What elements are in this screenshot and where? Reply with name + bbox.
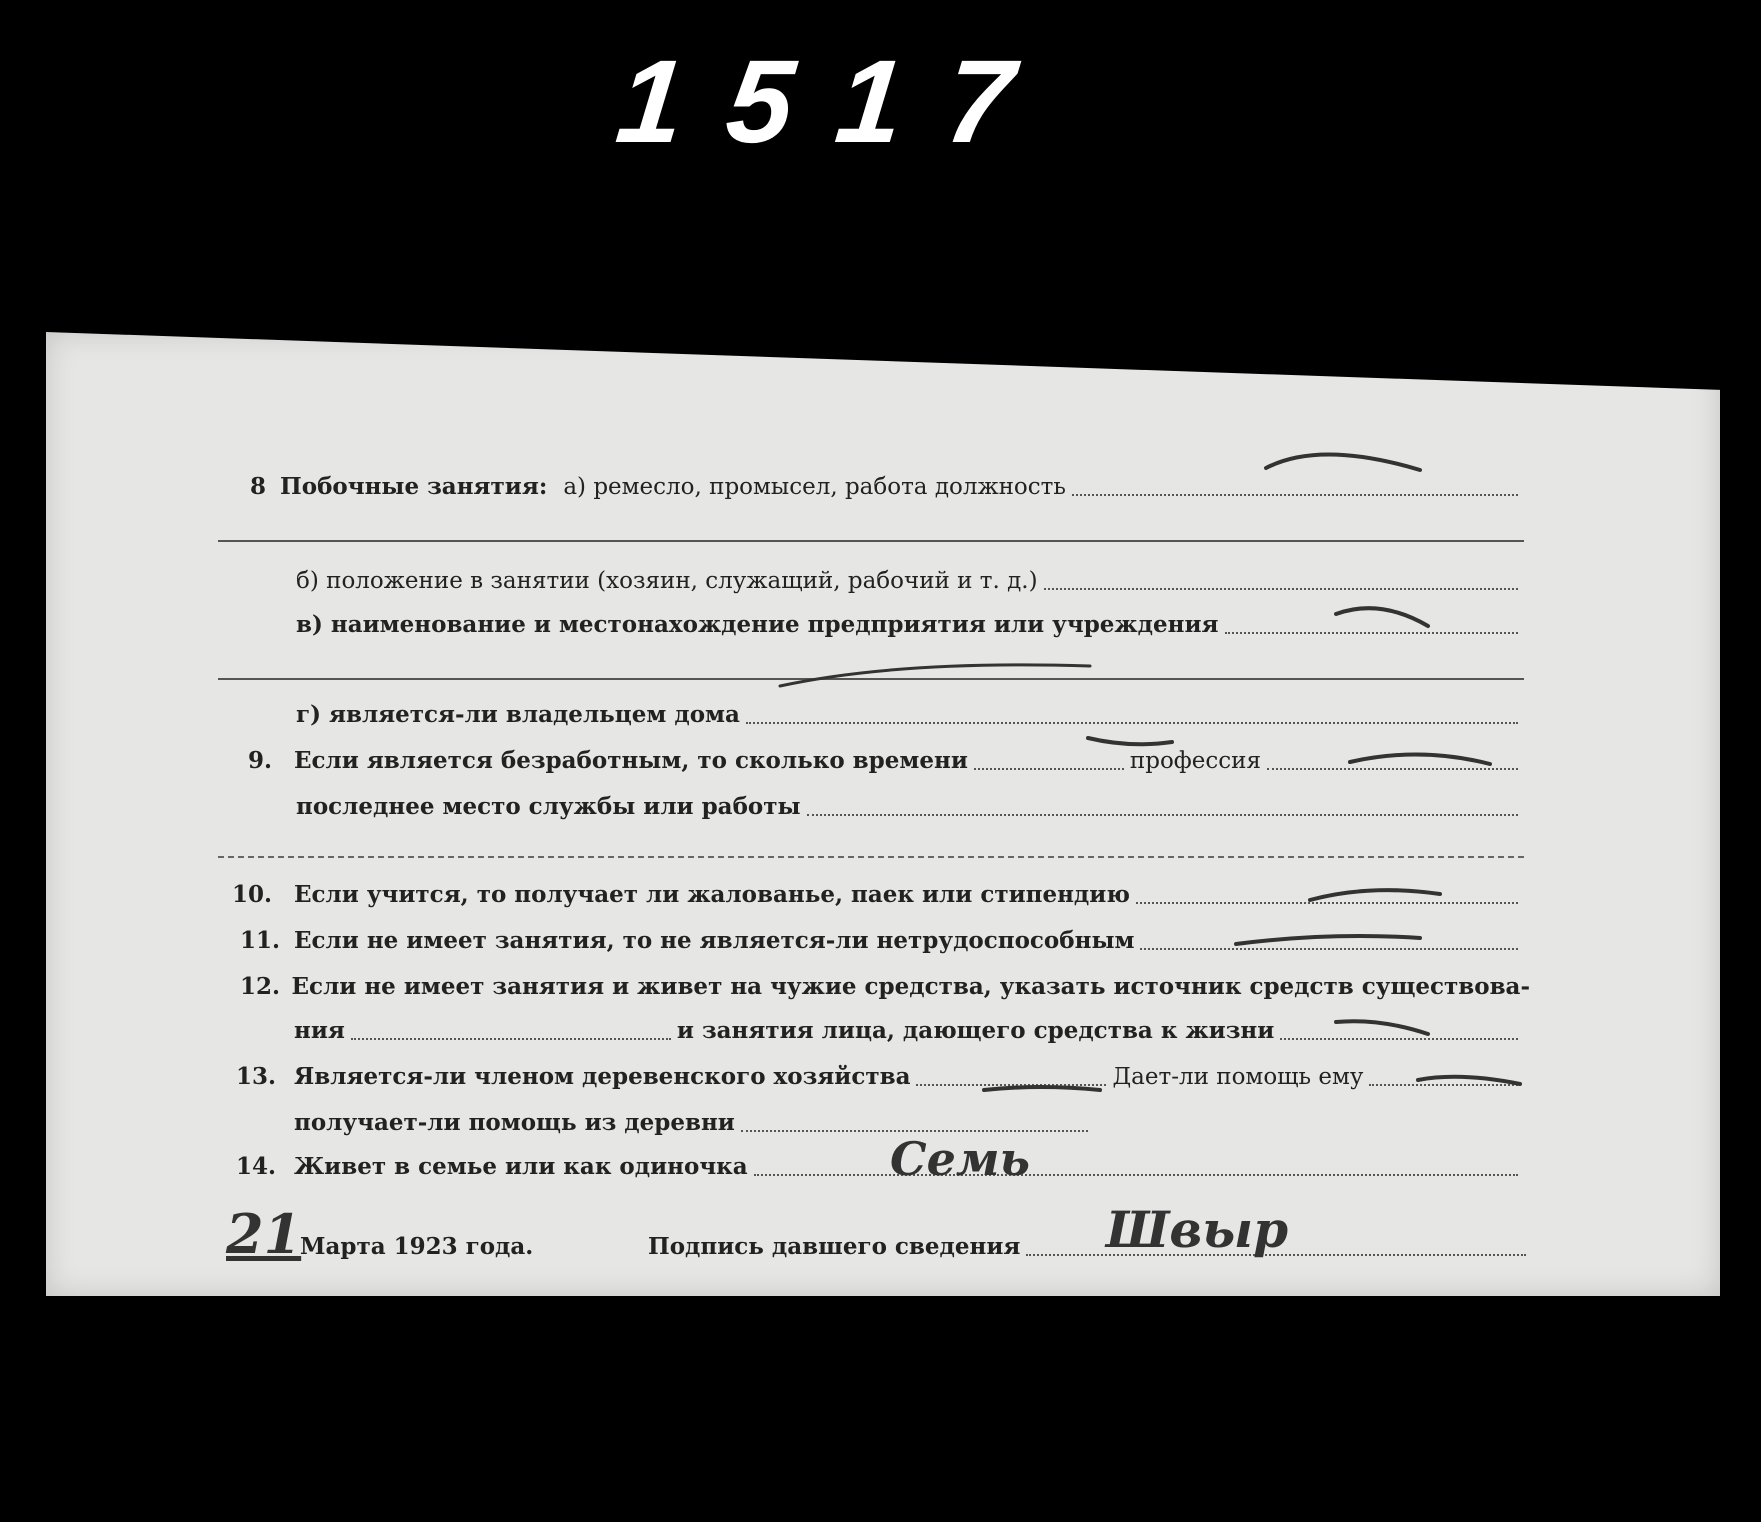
dash-item8-v	[1336, 608, 1428, 626]
item12-cont-label: ния	[294, 1017, 345, 1044]
item9-number: 9.	[248, 747, 273, 774]
item8-b-label: б) положение в занятии (хозяин, служащий, рабочий и т. д.)	[296, 568, 1038, 594]
item13-receives-label: получает-ли помощь из деревни	[294, 1109, 735, 1136]
item10-text: Если учится, то получает ли жалованье, паек или стипендию	[294, 881, 1130, 908]
item9-profession-label: профессия	[1129, 748, 1262, 774]
dash-item11	[1236, 936, 1420, 944]
footer-signature-label: Подпись давшего сведения	[648, 1233, 1021, 1260]
footer-day-handwritten: 21	[226, 1202, 302, 1266]
item13-help-label: Дает-ли помощь ему	[1112, 1064, 1364, 1090]
dash-item12	[1336, 1021, 1428, 1034]
item11-text: Если не имеет занятия, то не является-ли нетрудоспособным	[294, 927, 1135, 954]
footer-handwritten-signature: Швыр	[1106, 1200, 1289, 1259]
item10-number: 10.	[232, 881, 273, 908]
dash-item8-v2	[780, 665, 1090, 686]
item13-number: 13.	[236, 1063, 277, 1090]
dash-item9-duration	[1088, 738, 1172, 744]
item9-text: Если является безработным, то сколько времени	[294, 747, 968, 774]
dash-item8-a	[1266, 454, 1420, 470]
dash-item13	[984, 1087, 1100, 1090]
item14-handwritten-answer: Семь	[890, 1132, 1030, 1186]
dash-item9-profession	[1350, 754, 1490, 764]
item12-number: 12.	[240, 973, 281, 1000]
item14-number: 14.	[236, 1153, 277, 1180]
footer-date-text: Марта 1923 года.	[300, 1233, 534, 1260]
item13-text: Является-ли членом деревенского хозяйства	[294, 1063, 911, 1090]
item8-g-label: г) является-ли владельцем дома	[296, 701, 740, 728]
item11-number: 11.	[240, 927, 281, 954]
item8-label: Побочные занятия:	[280, 473, 548, 500]
dash-item13-help	[1418, 1077, 1520, 1084]
item8-v-label: в) наименование и местонахождение предприятия или учреждения	[296, 611, 1219, 638]
item12-text: Если не имеет занятия и живет на чужие средства, указать источник средств существова-	[291, 973, 1530, 1000]
dash-item10	[1310, 890, 1440, 900]
item14-text: Живет в семье или как одиночка	[294, 1153, 748, 1180]
item12-cont2-label: и занятия лица, дающего средства к жизни	[676, 1017, 1275, 1044]
item8-a-label: а) ремесло, промысел, работа должность	[563, 474, 1066, 500]
archive-number: 1517	[611, 36, 1064, 168]
item9-last-place-label: последнее место службы или работы	[296, 793, 801, 820]
item8-number: 8	[250, 473, 267, 500]
